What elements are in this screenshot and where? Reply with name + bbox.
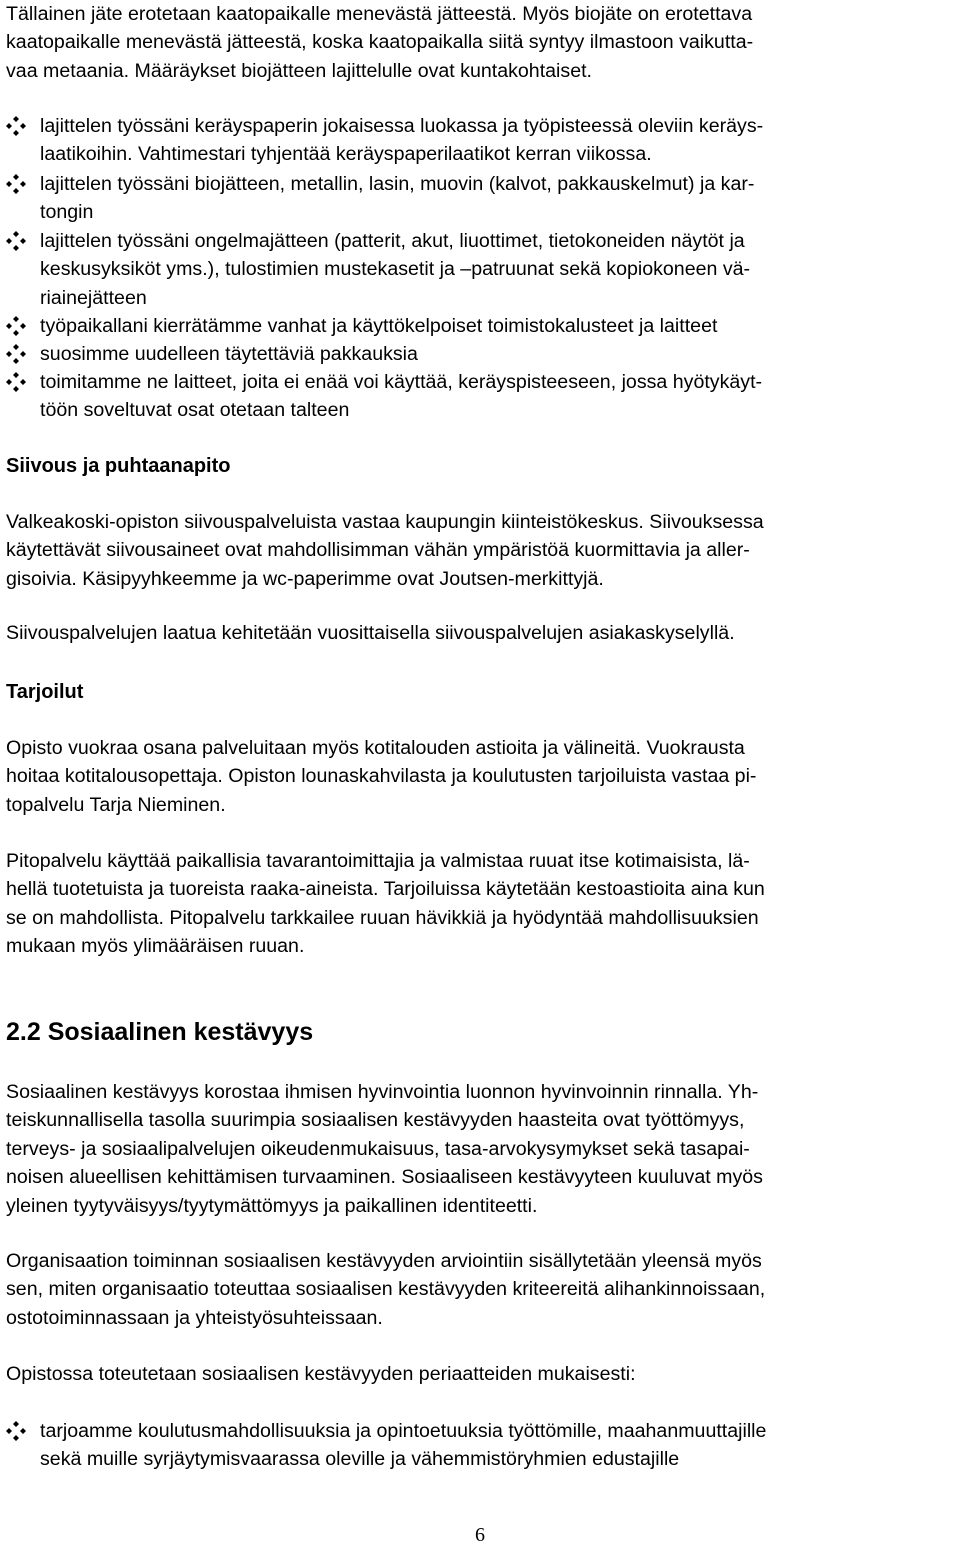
- text-line: gisoivia. Käsipyyhkeemme ja wc-paperimme ovat Joutsen-merkittyjä.: [6, 567, 604, 590]
- cleaning-paragraph-1: [6, 508, 950, 593]
- text-line: suosimme uudelleen täytettäviä pakkauksia: [40, 343, 418, 365]
- diamond-bullet-icon: [6, 316, 26, 336]
- text-line: toimitamme ne laitteet, joita ei enää voi käyttää, keräyspisteeseen, jossa hyötykäyt-: [40, 371, 763, 393]
- diamond-bullet-icon: [6, 344, 26, 364]
- text-line: laatikoihin. Vahtimestari tyhjentää keräyspaperilaatikot kerran viikossa.: [40, 143, 652, 166]
- text-line: sekä muille syrjäytymisvaarassa oleville ja vähemmistöryhmien edustajille: [40, 1448, 680, 1471]
- text-line: yleinen tyytyväisyys/tyytymättömyys ja paikallinen identiteetti.: [6, 1194, 538, 1217]
- text-line: hoitaa kotitalousopettaja. Opiston lounaskahvilasta ja koulutusten tarjoiluista vastaa pi-: [6, 765, 757, 788]
- text-line: terveys- ja sosiaalipalvelujen oikeudenmukaisuus, tasa-arvokysymykset sekä tasapai-: [6, 1137, 750, 1160]
- intro-paragraph: [6, 0, 950, 85]
- page-number: 6: [475, 1524, 485, 1546]
- text-line: Valkeakoski-opiston siivouspalveluista vastaa kaupungin kiinteistökeskus. Siivouksessa: [6, 511, 764, 533]
- text-line: Tällainen jäte erotetaan kaatopaikalle menevästä jätteestä. Myös biojäte on erotettava: [6, 3, 753, 25]
- catering-paragraph-2: [6, 847, 950, 961]
- text-line: tongin: [40, 201, 94, 224]
- section-heading-social: 2.2 Sosiaalinen kestävyys: [6, 1018, 314, 1046]
- diamond-bullet-icon: [6, 116, 26, 136]
- text-line: Opisto vuokraa osana palveluitaan myös kotitalouden astioita ja välineitä. Vuokrausta: [6, 737, 745, 759]
- diamond-bullet-icon: [6, 372, 26, 392]
- text-line: teiskunnallisella tasolla suurimpia sosiaalisen kestävyyden haasteita ovat työttömyys,: [6, 1109, 745, 1132]
- diamond-bullet-icon: [6, 231, 26, 251]
- text-line: keskusyksiköt yms.), tulostimien mustekasetit ja –patruunat sekä kopiokoneen vä-: [40, 258, 751, 281]
- text-line: Pitopalvelu käyttää paikallisia tavarantoimittajia ja valmistaa ruuat itse kotimaisista, lä-: [6, 850, 750, 872]
- text-line: tarjoamme koulutusmahdollisuuksia ja opintoetuuksia työttömille, maahanmuuttajille: [40, 1420, 767, 1442]
- text-line: lajittelen työssäni keräyspaperin jokaisessa luokassa ja työpisteessä oleviin keräys-: [40, 115, 764, 137]
- text-line: käytettävät siivousaineet ovat mahdollisimman vähän ympäristöä kuormittavia ja aller-: [6, 539, 750, 562]
- text-line: topalvelu Tarja Nieminen.: [6, 793, 226, 816]
- text-line: ostotoiminnassaan ja yhteistyösuhteissaan.: [6, 1306, 383, 1329]
- section-heading-catering: Tarjoilut: [6, 681, 84, 703]
- social-paragraph-1: [6, 1078, 950, 1220]
- text-line: hellä tuotetuista ja tuoreista raaka-aineista. Tarjoiluissa käytetään kestoastioita aina kun: [6, 878, 765, 901]
- text-line: riainejätteen: [40, 286, 147, 309]
- social-paragraph-3: [6, 1360, 950, 1388]
- text-line: noisen alueellisen kehittämisen turvaaminen. Sosiaaliseen kestävyyteen kuuluvat myös: [6, 1166, 763, 1189]
- catering-paragraph-1: [6, 734, 950, 819]
- text-line: Opistossa toteutetaan sosiaalisen kestävyyden periaatteiden mukaisesti:: [6, 1363, 636, 1385]
- text-line: lajittelen työssäni ongelmajätteen (patterit, akut, liuottimet, tietokoneiden näytöt ja: [40, 230, 745, 252]
- text-line: Organisaation toiminnan sosiaalisen kestävyyden arviointiin sisällytetään yleensä myös: [6, 1250, 762, 1272]
- social-paragraph-2: [6, 1247, 950, 1332]
- diamond-bullet-icon: [6, 1421, 26, 1441]
- text-line: työpaikallani kierrätämme vanhat ja käyttökelpoiset toimistokalusteet ja laitteet: [40, 315, 718, 337]
- text-line: Siivouspalvelujen laatua kehitetään vuosittaisella siivouspalvelujen asiakaskyselyllä.: [6, 622, 735, 644]
- cleaning-paragraph-2: [6, 619, 950, 647]
- text-line: Sosiaalinen kestävyys korostaa ihmisen hyvinvointia luonnon hyvinvoinnin rinnalla. Yh-: [6, 1081, 759, 1103]
- section-heading-cleaning: Siivous ja puhtaanapito: [6, 455, 231, 477]
- text-line: lajittelen työssäni biojätteen, metallin, lasin, muovin (kalvot, pakkauskelmut) ja kar-: [40, 173, 755, 195]
- diamond-bullet-icon: [6, 174, 26, 194]
- text-line: se on mahdollista. Pitopalvelu tarkkailee ruuan hävikkiä ja hyödyntää mahdollisuuksien: [6, 906, 759, 929]
- text-line: töön soveltuvat osat otetaan talteen: [40, 399, 350, 422]
- text-line: sen, miten organisaatio toteuttaa sosiaalisen kestävyyden kriteereitä alihankinnoissaan,: [6, 1278, 766, 1301]
- text-line: kaatopaikalle menevästä jätteestä, koska kaatopaikalla siitä syntyy ilmastoon vaikutta-: [6, 31, 754, 54]
- text-line: vaa metaania. Määräykset biojätteen lajittelulle ovat kuntakohtaiset.: [6, 59, 592, 82]
- text-line: mukaan myös ylimääräisen ruuan.: [6, 935, 305, 958]
